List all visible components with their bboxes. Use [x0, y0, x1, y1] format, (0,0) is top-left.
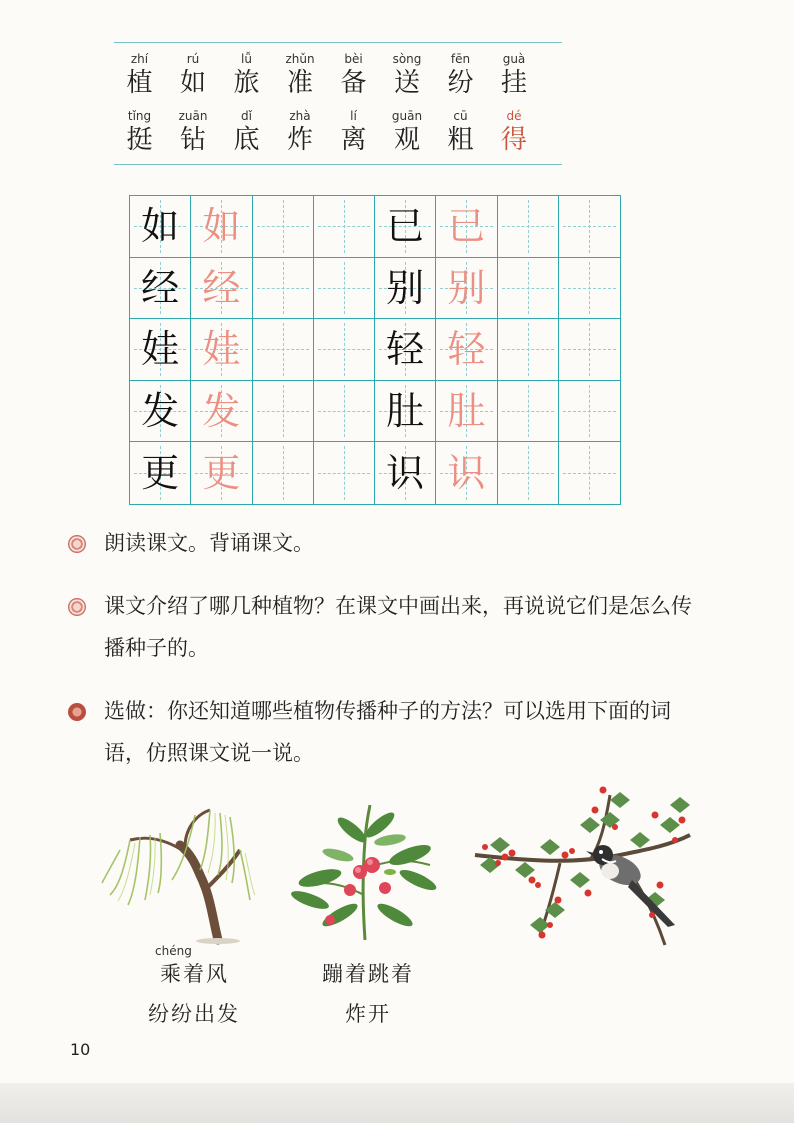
grid-model-char: 更 [130, 442, 191, 504]
grid-blank-cell [253, 196, 314, 258]
grid-blank-cell [559, 319, 620, 381]
vocab-item [168, 52, 219, 99]
willow-caption-line1: 乘着风 [160, 962, 229, 986]
vocab-item [382, 52, 433, 99]
grid-model-char: 经 [130, 258, 191, 320]
character: 植 [126, 68, 153, 98]
exercise-item [68, 585, 708, 669]
grid-trace-char: 别 [436, 258, 497, 320]
grid-blank-cell [314, 319, 375, 381]
grid-blank-cell [253, 319, 314, 381]
pinyin: lǚ [241, 52, 252, 66]
grid-trace-char: 如 [191, 196, 252, 258]
holly-and-bird-illustration [470, 785, 695, 950]
character: 钻 [179, 125, 206, 155]
caption-pinyin: chéng [155, 944, 192, 958]
vocab-row-2 [114, 109, 562, 156]
seal-bullet-icon [68, 703, 86, 721]
vocab-item [114, 109, 165, 156]
table-top-rule [114, 42, 562, 43]
vocab-item [435, 52, 486, 99]
pinyin: cū [453, 109, 468, 123]
grid-blank-cell [253, 258, 314, 320]
grid-blank-cell [253, 381, 314, 443]
pinyin: lí [350, 109, 357, 123]
character: 炸 [286, 125, 313, 155]
vocabulary-table [114, 42, 562, 166]
grid-blank-cell [559, 442, 620, 504]
grid-blank-cell [559, 196, 620, 258]
grid-trace-char: 经 [191, 258, 252, 320]
character: 纷 [447, 68, 474, 98]
vocab-item-highlighted [489, 109, 540, 156]
character: 观 [393, 125, 420, 155]
vocab-row-1 [114, 52, 562, 99]
exercise-text: 课文介绍了哪几种植物？在课文中画出来，再说说它们是怎么传播种子的。 [104, 594, 692, 660]
willow-tree-illustration [100, 795, 260, 945]
vocab-item [168, 109, 219, 156]
garden-balsam-illustration [290, 800, 440, 945]
pinyin: fēn [450, 52, 471, 66]
exercise-text: 朗读课文。背诵课文。 [104, 531, 314, 555]
grid-blank-cell [498, 258, 559, 320]
grid-model-char: 别 [375, 258, 436, 320]
grid-trace-char: 轻 [436, 319, 497, 381]
vocab-item [489, 52, 540, 99]
vocab-item [221, 52, 272, 99]
pinyin: dǐ [241, 109, 252, 123]
grid-trace-char: 发 [191, 381, 252, 443]
character: 备 [340, 68, 367, 98]
pinyin: sòng [392, 52, 422, 66]
grid-blank-cell [559, 381, 620, 443]
pinyin: zhà [289, 109, 311, 123]
writing-practice-grid [129, 195, 621, 505]
willow-caption-line2: 纷纷出发 [148, 1002, 240, 1026]
grid-model-char: 肚 [375, 381, 436, 443]
seal-bullet-icon [68, 535, 86, 553]
page-number: 10 [70, 1040, 91, 1059]
vocab-item [328, 52, 379, 99]
character: 挺 [126, 125, 153, 155]
character: 准 [286, 68, 313, 98]
character: 挂 [500, 68, 527, 98]
character: 如 [179, 68, 206, 98]
pinyin: bèi [344, 52, 363, 66]
pinyin: guān [391, 109, 423, 123]
character: 旅 [233, 68, 260, 98]
character: 送 [393, 68, 420, 98]
character: 离 [340, 125, 367, 155]
grid-blank-cell [314, 196, 375, 258]
grid-blank-cell [559, 258, 620, 320]
pinyin: zhǔn [285, 52, 315, 66]
grid-model-char: 如 [130, 196, 191, 258]
grid-trace-char: 娃 [191, 319, 252, 381]
grid-trace-char: 更 [191, 442, 252, 504]
grid-trace-char: 已 [436, 196, 497, 258]
pinyin: rú [186, 52, 200, 66]
grid-trace-char: 识 [436, 442, 497, 504]
balsam-caption-line2: 炸开 [345, 1002, 391, 1026]
vocab-item [275, 52, 326, 99]
grid-model-char: 发 [130, 381, 191, 443]
exercise-item [68, 690, 708, 774]
character: 得 [500, 125, 527, 155]
grid-model-char: 已 [375, 196, 436, 258]
vocab-item [382, 109, 433, 156]
vocab-item [328, 109, 379, 156]
grid-blank-cell [498, 381, 559, 443]
grid-blank-cell [498, 196, 559, 258]
grid-blank-cell [498, 442, 559, 504]
pinyin: tǐng [127, 109, 152, 123]
grid-model-char: 识 [375, 442, 436, 504]
pinyin: guà [502, 52, 526, 66]
grid-blank-cell [314, 381, 375, 443]
balsam-caption-line1: 蹦着跳着 [322, 962, 414, 986]
seal-bullet-icon [68, 598, 86, 616]
grid-blank-cell [314, 442, 375, 504]
grid-trace-char: 肚 [436, 381, 497, 443]
grid-model-char: 轻 [375, 319, 436, 381]
pinyin: dé [506, 109, 522, 123]
exercise-item [68, 522, 708, 564]
grid-blank-cell [253, 442, 314, 504]
vocab-item [275, 109, 326, 156]
viewer-bottom-bar [0, 1083, 794, 1123]
pinyin: zhí [130, 52, 149, 66]
vocab-item [114, 52, 165, 99]
grid-model-char: 娃 [130, 319, 191, 381]
vocab-item [221, 109, 272, 156]
character: 粗 [447, 125, 474, 155]
vocab-item [435, 109, 486, 156]
character: 底 [233, 125, 260, 155]
grid-blank-cell [314, 258, 375, 320]
table-bottom-rule [114, 164, 562, 165]
grid-blank-cell [498, 319, 559, 381]
exercise-text: 选做：你还知道哪些植物传播种子的方法？可以选用下面的词语，仿照课文说一说。 [104, 699, 671, 765]
pinyin: zuān [178, 109, 208, 123]
